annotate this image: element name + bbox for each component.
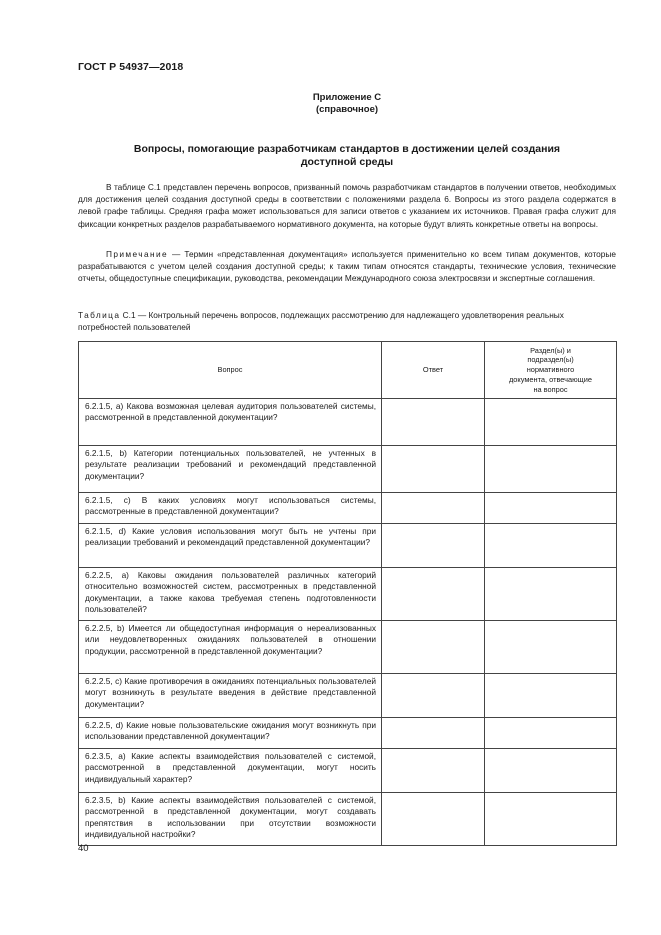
header-section-line: Раздел(ы) и [530, 345, 571, 355]
answer-cell [382, 674, 485, 718]
section-cell [485, 621, 617, 674]
section-cell [485, 674, 617, 718]
header-section-line: нормативного [526, 365, 575, 375]
page-number: 40 [78, 843, 89, 854]
table-row [79, 568, 617, 621]
section-cell [485, 749, 617, 793]
table-caption-text: С.1 — Контрольный перечень вопросов, подлежащих рассмотрению для надлежащего удовлетворения реальных потребностей пользователей [78, 310, 564, 332]
document-code: ГОСТ Р 54937—2018 [78, 61, 184, 73]
table-row [79, 446, 617, 493]
answer-cell [382, 399, 485, 446]
section-cell [485, 399, 617, 446]
section-cell [485, 568, 617, 621]
section-cell [485, 524, 617, 568]
section-cell [485, 446, 617, 493]
question-cell: 6.2.3.5, b) Какие аспекты взаимодействия пользователей с системой, рассмотренной в представленной документации, могут создавать препятствия в использовании при отсутствии возможности индивидуальной настройки? [79, 793, 382, 846]
table-caption-label: Таблица [78, 310, 121, 320]
table-row [79, 621, 617, 674]
question-cell: 6.2.2.5, с) Какие противоречия в ожиданиях потенциальных пользователей могут возникнуть в результате введения в действие представленной документации? [79, 674, 382, 718]
question-cell: 6.2.3.5, a) Какие аспекты взаимодействия пользователей с системой, рассмотренной в представленной документации, могут носить индивидуальный характер? [79, 749, 382, 793]
header-section-line: на вопрос [533, 384, 568, 394]
answer-cell [382, 446, 485, 493]
section-cell [485, 793, 617, 846]
header-answer: Ответ [382, 342, 485, 399]
header-section-line: подраздел(ы) [527, 355, 574, 365]
question-cell: 6.2.1.5, b) Категории потенциальных пользователей, не учтенных в результате реализации требований и рекомендаций представленной документации? [79, 446, 382, 493]
header-question: Вопрос [79, 342, 382, 399]
question-cell: 6.2.1.5, d) Какие условия использования могут быть не учтены при реализации требований и рекомендаций представленной документации? [79, 524, 382, 568]
answer-cell [382, 493, 485, 524]
header-section [485, 342, 617, 399]
intro-paragraph: В таблице С.1 представлен перечень вопросов, призванный помочь разработчикам стандартов в получении ответов, необходимых для достижения целей создания доступной среды в соответствии с положениями раздела 6. Вопросы из этого раздела содержатся в левой графе таблицы. Средняя графа может использоваться для записи ответов с указанием их источников. Правая графа служит для фиксации конкретных разделов разрабатываемого нормативного документа, на которые будут влиять конкретные ответы на вопросы. [78, 182, 616, 229]
note-text: — Термин «представленная документация» используется применительно ко всем типам документов, которые разрабатываются с учетом целей создания доступной среды; к таким типам относятся стандарты, технические условия, технические отчеты, общедоступные спецификации, руководства, рекомендации Международного союза электросвязи и экспертные соглашения. [78, 249, 616, 284]
note-paragraph [78, 248, 616, 285]
answer-cell [382, 524, 485, 568]
answer-cell [382, 568, 485, 621]
table-row [79, 524, 617, 568]
table-row [79, 718, 617, 749]
appendix-title: Приложение С [312, 92, 382, 103]
table-caption [78, 310, 618, 333]
appendix-subtitle: (справочное) [315, 104, 379, 115]
table-row [79, 493, 617, 524]
question-cell: 6.2.1.5, с) В каких условиях могут использоваться системы, рассмотренные в представленной документации? [79, 493, 382, 524]
table-header-row [79, 342, 617, 399]
section-cell [485, 718, 617, 749]
appendix-title-block [78, 92, 616, 116]
note-label: Примечание [106, 249, 169, 259]
answer-cell [382, 718, 485, 749]
table-row [79, 793, 617, 846]
question-cell: 6.2.2.5, a) Каковы ожидания пользователей различных категорий относительно возможностей систем, рассмотренных в представленной документации, а также какова требуемая степень подготовленности пользователей? [79, 568, 382, 621]
table-row [79, 749, 617, 793]
table-row [79, 399, 617, 446]
question-cell: 6.2.2.5, d) Какие новые пользовательские ожидания могут возникнуть при использовании представленной документации? [79, 718, 382, 749]
question-cell: 6.2.2.5, b) Имеется ли общедоступная информация о нереализованных или неудовлетворенных ожиданиях пользователей в отношении продукции, рассмотренной в представленной документации? [79, 621, 382, 674]
table-row [79, 674, 617, 718]
answer-cell [382, 621, 485, 674]
checklist-table [78, 341, 617, 846]
answer-cell [382, 749, 485, 793]
heading-line-1: Вопросы, помогающие разработчикам стандартов в достижении целей создания [133, 143, 561, 155]
heading-line-2: доступной среды [300, 156, 394, 168]
answer-cell [382, 793, 485, 846]
header-section-line: документа, отвечающие [508, 374, 592, 384]
section-heading [100, 143, 594, 169]
question-cell: 6.2.1.5, a) Какова возможная целевая аудитория пользователей системы, рассмотренной в представленной документации? [79, 399, 382, 446]
section-cell [485, 493, 617, 524]
